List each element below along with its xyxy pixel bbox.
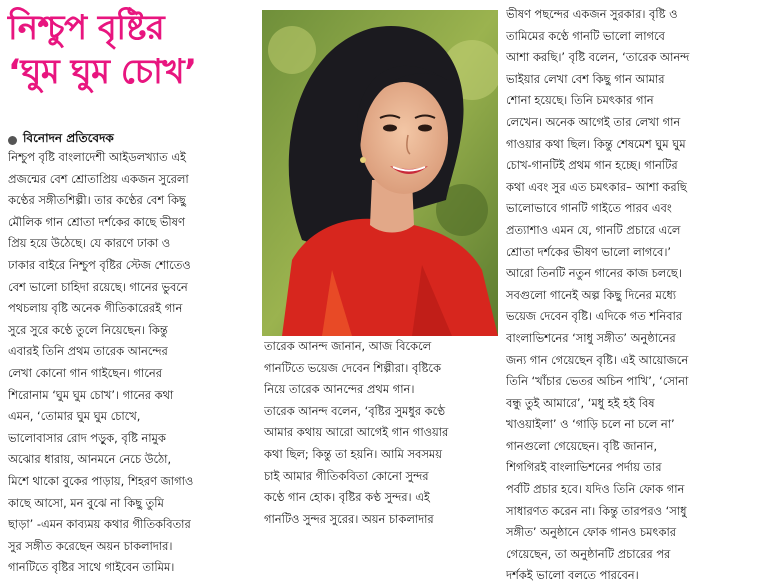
article-line: মিশে থাকো বুকের পাড়ায়, শিহরণ জাগাও <box>8 473 194 488</box>
article-line: আশা করছি।’ বৃষ্টি বলেন, ‘তারেক আনন্দ <box>506 50 690 65</box>
article-line: গানটিতে বৃষ্টির সাথে গাইবেন তামিম। <box>8 560 175 575</box>
article-line: সুরে সুরে কণ্ঠে তুলে নিয়েছেন। কিন্তু <box>8 322 168 337</box>
article-line: বন্ধু তুই আমারে’, ‘মধু হই হই বিষ <box>506 395 655 410</box>
article-line: ছাড়া’ -এমন কাব্যময় কথার গীতিকবিতার <box>8 517 191 532</box>
article-line: শোনা হয়েছে। তিনি চমৎকার গান <box>506 93 654 108</box>
bullet-icon <box>8 136 17 145</box>
article-line: মৌলিক গান শ্রোতা দর্শকের কাছে ভীষণ <box>8 214 185 229</box>
article-line: তিনি ‘খাঁচার ভেতর অচিন পাখি’, ‘সোনা <box>506 374 689 389</box>
article-line: কণ্ঠে গান হোক। বৃষ্টির কণ্ঠ সুন্দর। এই <box>264 490 430 505</box>
article-line: বাংলাভিশনের ‘সাধু সঙ্গীত’ অনুষ্ঠানের <box>506 330 676 345</box>
article-line: নিশ্চুপ বৃষ্টি বাংলাদেশী আইডলখ্যাত এই <box>8 150 186 164</box>
headline-line-2: ‘ঘুম ঘুম চোখ’ <box>8 52 197 92</box>
article-line: তামিমের কণ্ঠে গানটি ভালো লাগবে <box>506 28 665 43</box>
article-photo <box>262 10 498 336</box>
article-line: সঙ্গীত’ অনুষ্ঠানে ফোক গানও চমৎকার <box>506 525 677 540</box>
article-line: আমার কথায় আরো আগেই গান গাওয়ার <box>264 425 449 440</box>
byline-text: বিনোদন প্রতিবেদক <box>23 131 114 145</box>
article-line: বেশ ভালো চাহিদা রয়েছে। গানের ভুবনে <box>8 279 188 294</box>
article-line: ভাইয়ার লেখা বেশ কিছু গান আমার <box>506 71 665 86</box>
headline-line-1: নিশ্চুপ বৃষ্টির <box>8 8 165 48</box>
article-line: খাওয়াইলা’ ও ‘গাড়ি চলে না চলে না’ <box>506 417 675 432</box>
article-line: দর্শকই ভালো বলতে পারবেন। <box>506 568 639 583</box>
article-line: সবগুলো গানেই অল্প কিছু দিনের মধ্যে <box>506 287 677 302</box>
article-line: ভীষণ পছন্দের একজন সুরকার। বৃষ্টি ও <box>506 7 678 21</box>
article-line: গাওয়ার কথা ছিল। কিন্তু শেষমেশ ঘুম ঘুম <box>506 136 686 151</box>
article-line: শিগগিরই বাংলাভিশনের পর্দায় তার <box>506 460 662 475</box>
article-line: শ্রোতা দর্শকের ভীষণ ভালো লাগবে।’ <box>506 244 672 259</box>
article-line: লেখা কোনো গান গাইছেন। গানের <box>8 365 162 380</box>
article-column-2 <box>264 336 498 530</box>
article-line: শিরোনাম ‘ঘুম ঘুম চোখ’। গানের কথা <box>8 387 174 402</box>
article-line: চোখ-গানটিই প্রথম গান হচ্ছে। গানটির <box>506 158 678 173</box>
article-line: কাছে আসো, মন বুঝে না কিছু তুমি <box>8 495 164 510</box>
article-line: গানটিও সুন্দর সুরের। অয়ন চাকলাদার <box>264 511 434 526</box>
article-line: এবারই তিনি প্রথম তারেক আনন্দের <box>8 344 168 359</box>
article-line: কণ্ঠের সঙ্গীতশিল্পী। তার কণ্ঠের বেশ কিছু <box>8 193 186 208</box>
article-line: তারেক আনন্দ জানান, আজ বিকেলে <box>264 339 432 353</box>
article-line: ভয়েজ দেবেন বৃষ্টি। এদিকে গত শনিবার <box>506 309 683 324</box>
article-line: গানটিতে ভয়েজ দেবেন শিল্পীরা। বৃষ্টিকে <box>264 360 441 375</box>
article-line: সাধারণত করেন না। কিন্তু তারপরও ‘সাধু <box>506 503 687 518</box>
article-line: প্রত্যাশাও এমন যে, গানটি প্রচারে এলে <box>506 222 681 237</box>
article-line: কথা ছিল; কিন্তু তা হয়নি। আমি সবসময় <box>264 446 442 461</box>
article-column-3 <box>506 4 762 587</box>
article-line: আরো তিনটি নতুন গানের কাজ চলছে। <box>506 266 682 281</box>
article-column-1 <box>8 147 258 579</box>
article-line: পথচলায় বৃষ্টি অনেক গীতিকারেরই গান <box>8 301 183 316</box>
article-line: তারেক আনন্দ বলেন, ‘বৃষ্টির সুমধুর কণ্ঠে <box>264 403 446 418</box>
article-line: পর্বটি প্রচার হবে। যদিও তিনি ফোক গান <box>506 482 685 497</box>
headline <box>8 6 256 94</box>
article-line: চাই আমার গীতিকবিতা কোনো সুন্দর <box>264 468 429 483</box>
article-line: গানগুলো গেয়েছেন। বৃষ্টি জানান, <box>506 438 658 453</box>
article-line: প্রজন্মের বেশ শ্রোতাপ্রিয় একজন সুরেলা <box>8 171 189 186</box>
article-line: গেয়েছেন, তা অনুষ্ঠানটি প্রচারের পর <box>506 546 671 561</box>
article-line: সুর সঙ্গীত করেছেন অয়ন চাকলাদার। <box>8 538 173 553</box>
article-line: নিয়ে তারেক আনন্দের প্রথম গান। <box>264 382 415 397</box>
article-line: লেখেন। অনেক আগেই তার লেখা গান <box>506 114 681 129</box>
article-line: প্রিয় হয়ে উঠেছে। যে কারণে ঢাকা ও <box>8 236 171 251</box>
article-line: ভালোভাবে গানটি গাইতে পারব এবং <box>506 201 672 216</box>
article-line: ভালোবাসার রোদ পড়ুক, বৃষ্টি নামুক <box>8 430 166 445</box>
woman-portrait-photo-icon <box>262 10 498 336</box>
article-line: অঝোর ধারায়, আনমনে নেচে উঠো, <box>8 452 172 467</box>
article-line: এমন, ‘তোমার ঘুম ঘুম চোখে, <box>8 409 141 424</box>
article-line: জন্য গান গেয়েছেন বৃষ্টি। এই আয়োজনে <box>506 352 689 367</box>
article-line: ঢাকার বাইরে নিশ্চুপ বৃষ্টির স্টেজ শোতেও <box>8 257 191 272</box>
article-line: কথা এবং সুর এত চমৎকার– আশা করছি <box>506 179 687 194</box>
